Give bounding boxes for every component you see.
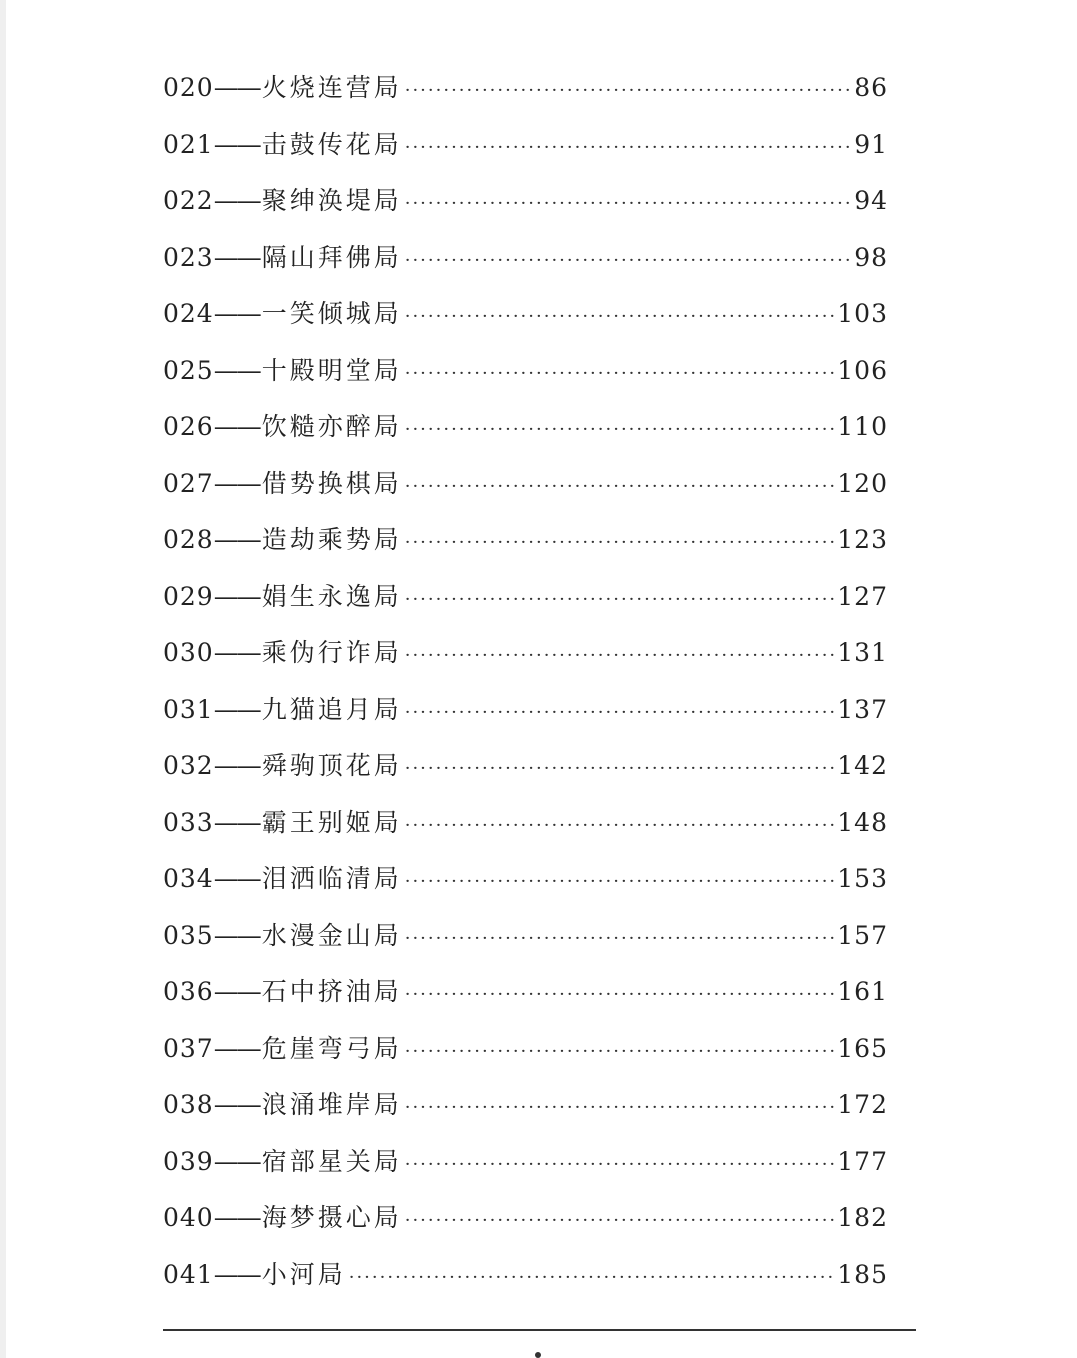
entry-dash: —— xyxy=(213,977,260,1006)
entry-title: 小河局 xyxy=(261,1259,346,1289)
dot-leader xyxy=(405,645,835,666)
entry-dash: —— xyxy=(213,525,260,554)
entry-number: 030 xyxy=(163,638,214,667)
dot-leader xyxy=(405,1041,835,1062)
dot-leader xyxy=(405,589,835,610)
entry-title: 霸王别姬局 xyxy=(261,807,402,837)
entry-title: 造劫乘势局 xyxy=(261,525,402,554)
toc-entry-031[interactable] xyxy=(163,690,888,747)
entry-dash: —— xyxy=(213,299,260,328)
toc-entry-041[interactable] xyxy=(163,1255,888,1312)
toc-entry-023[interactable] xyxy=(163,238,888,295)
toc-entry-020[interactable] xyxy=(163,68,888,125)
toc-entry-039[interactable] xyxy=(163,1142,888,1199)
toc-entry-025[interactable] xyxy=(163,351,888,408)
dot-leader xyxy=(405,928,835,949)
entry-page-number: 177 xyxy=(837,1146,888,1176)
entry-number: 032 xyxy=(163,751,214,780)
entry-page-number: 106 xyxy=(837,355,888,385)
entry-dash: —— xyxy=(213,638,260,667)
entry-number: 029 xyxy=(163,581,214,611)
entry-title: 石中挤油局 xyxy=(261,977,402,1006)
entry-page-number: 148 xyxy=(837,807,888,837)
entry-title: 危崖弯弓局 xyxy=(261,1033,402,1063)
entry-title: 舜驹顶花局 xyxy=(261,751,402,780)
page-edge-shadow xyxy=(0,0,6,1358)
entry-dash: —— xyxy=(213,468,260,498)
entry-dash: —— xyxy=(213,1146,260,1176)
entry-dash: —— xyxy=(213,129,260,159)
toc-entry-030[interactable] xyxy=(163,633,888,690)
entry-page-number: 182 xyxy=(837,1203,888,1232)
entry-page-number: 161 xyxy=(837,977,888,1006)
dot-leader xyxy=(405,250,851,271)
entry-number: 037 xyxy=(163,1033,214,1063)
entry-number: 020 xyxy=(163,73,214,102)
entry-dash: —— xyxy=(213,920,260,950)
entry-page-number: 142 xyxy=(837,751,888,780)
toc-entry-035[interactable] xyxy=(163,916,888,973)
entry-number: 031 xyxy=(163,694,214,724)
entry-title: 水漫金山局 xyxy=(261,920,402,950)
entry-title: 借势换棋局 xyxy=(261,468,402,498)
dot-leader xyxy=(405,476,835,497)
toc-entry-038[interactable] xyxy=(163,1085,888,1142)
dot-leader xyxy=(405,193,851,214)
entry-dash: —— xyxy=(213,864,260,893)
dot-leader xyxy=(405,871,835,892)
dot-leader xyxy=(405,80,851,101)
entry-page-number: 185 xyxy=(837,1259,888,1289)
entry-title: 击鼓传花局 xyxy=(261,129,402,159)
entry-page-number: 165 xyxy=(837,1033,888,1063)
entry-number: 035 xyxy=(163,920,214,950)
entry-title: 十殿明堂局 xyxy=(261,355,402,385)
toc-entry-021[interactable] xyxy=(163,125,888,182)
entry-title: 浪涌堆岸局 xyxy=(261,1090,402,1119)
entry-title: 聚绅涣堤局 xyxy=(261,186,402,215)
entry-number: 025 xyxy=(163,355,214,385)
dot-leader xyxy=(405,984,835,1005)
toc-entry-036[interactable] xyxy=(163,972,888,1029)
entry-dash: —— xyxy=(213,1203,260,1232)
entry-page-number: 127 xyxy=(837,581,888,611)
entry-number: 040 xyxy=(163,1203,214,1232)
entry-title: 隔山拜佛局 xyxy=(261,242,402,272)
entry-dash: —— xyxy=(213,751,260,780)
dot-leader xyxy=(405,419,835,440)
entry-page-number: 120 xyxy=(837,468,888,498)
entry-title: 宿部星关局 xyxy=(261,1146,402,1176)
dot-leader xyxy=(405,1097,835,1118)
entry-dash: —— xyxy=(213,355,260,385)
dot-leader xyxy=(405,702,835,723)
entry-title: 海梦摄心局 xyxy=(261,1203,402,1232)
entry-number: 038 xyxy=(163,1090,214,1119)
dot-leader xyxy=(349,1267,835,1288)
entry-number: 033 xyxy=(163,807,214,837)
entry-number: 034 xyxy=(163,864,214,893)
dot-leader xyxy=(405,815,835,836)
entry-number: 026 xyxy=(163,412,214,441)
entry-dash: —— xyxy=(213,694,260,724)
entry-number: 039 xyxy=(163,1146,214,1176)
entry-dash: —— xyxy=(213,1033,260,1063)
entry-page-number: 91 xyxy=(854,129,888,159)
entry-dash: —— xyxy=(213,242,260,272)
entry-dash: —— xyxy=(213,186,260,215)
entry-title: 饮糙亦醉局 xyxy=(261,412,402,441)
dot-leader xyxy=(405,532,835,553)
entry-page-number: 172 xyxy=(837,1090,888,1119)
entry-dash: —— xyxy=(213,581,260,611)
toc-entry-028[interactable] xyxy=(163,520,888,577)
entry-title: 火烧连营局 xyxy=(261,73,402,102)
toc-entry-034[interactable] xyxy=(163,859,888,916)
entry-page-number: 153 xyxy=(837,864,888,893)
entry-page-number: 86 xyxy=(854,73,888,102)
entry-page-number: 137 xyxy=(837,694,888,724)
dot-leader xyxy=(405,306,835,327)
entry-page-number: 123 xyxy=(837,525,888,554)
entry-number: 022 xyxy=(163,186,214,215)
entry-dash: —— xyxy=(213,412,260,441)
entry-number: 021 xyxy=(163,129,214,159)
entry-number: 036 xyxy=(163,977,214,1006)
footer-divider xyxy=(163,1329,916,1331)
entry-number: 023 xyxy=(163,242,214,272)
entry-number: 028 xyxy=(163,525,214,554)
toc-entry-022[interactable] xyxy=(163,181,888,238)
toc-entry-033[interactable] xyxy=(163,803,888,860)
entry-title: 娟生永逸局 xyxy=(261,581,402,611)
entry-number: 027 xyxy=(163,468,214,498)
dot-leader xyxy=(405,758,835,779)
toc-entry-029[interactable] xyxy=(163,577,888,634)
entry-page-number: 131 xyxy=(837,638,888,667)
entry-title: 一笑倾城局 xyxy=(261,299,402,328)
entry-page-number: 110 xyxy=(837,412,888,441)
entry-title: 泪洒临清局 xyxy=(261,864,402,893)
dot-leader xyxy=(405,363,835,384)
entry-page-number: 103 xyxy=(837,299,888,328)
entry-title: 九猫追月局 xyxy=(261,694,402,724)
entry-dash: —— xyxy=(213,1259,260,1289)
entry-dash: —— xyxy=(213,1090,260,1119)
dot-leader xyxy=(405,1210,835,1231)
dot-leader xyxy=(405,1154,835,1175)
entry-page-number: 94 xyxy=(854,186,888,215)
toc-entry-027[interactable] xyxy=(163,464,888,521)
entry-page-number: 98 xyxy=(854,242,888,272)
toc-entry-026[interactable] xyxy=(163,407,888,464)
entry-title: 乘伪行诈局 xyxy=(261,638,402,667)
footer-page-mark xyxy=(535,1352,541,1358)
toc-entry-040[interactable] xyxy=(163,1198,888,1255)
toc-entry-032[interactable] xyxy=(163,746,888,803)
toc-entry-037[interactable] xyxy=(163,1029,888,1086)
entry-dash: —— xyxy=(213,73,260,102)
dot-leader xyxy=(405,137,851,158)
entry-dash: —— xyxy=(213,807,260,837)
table-of-contents xyxy=(163,68,888,1311)
entry-number: 024 xyxy=(163,299,214,328)
toc-entry-024[interactable] xyxy=(163,294,888,351)
entry-page-number: 157 xyxy=(837,920,888,950)
entry-number: 041 xyxy=(163,1259,214,1289)
